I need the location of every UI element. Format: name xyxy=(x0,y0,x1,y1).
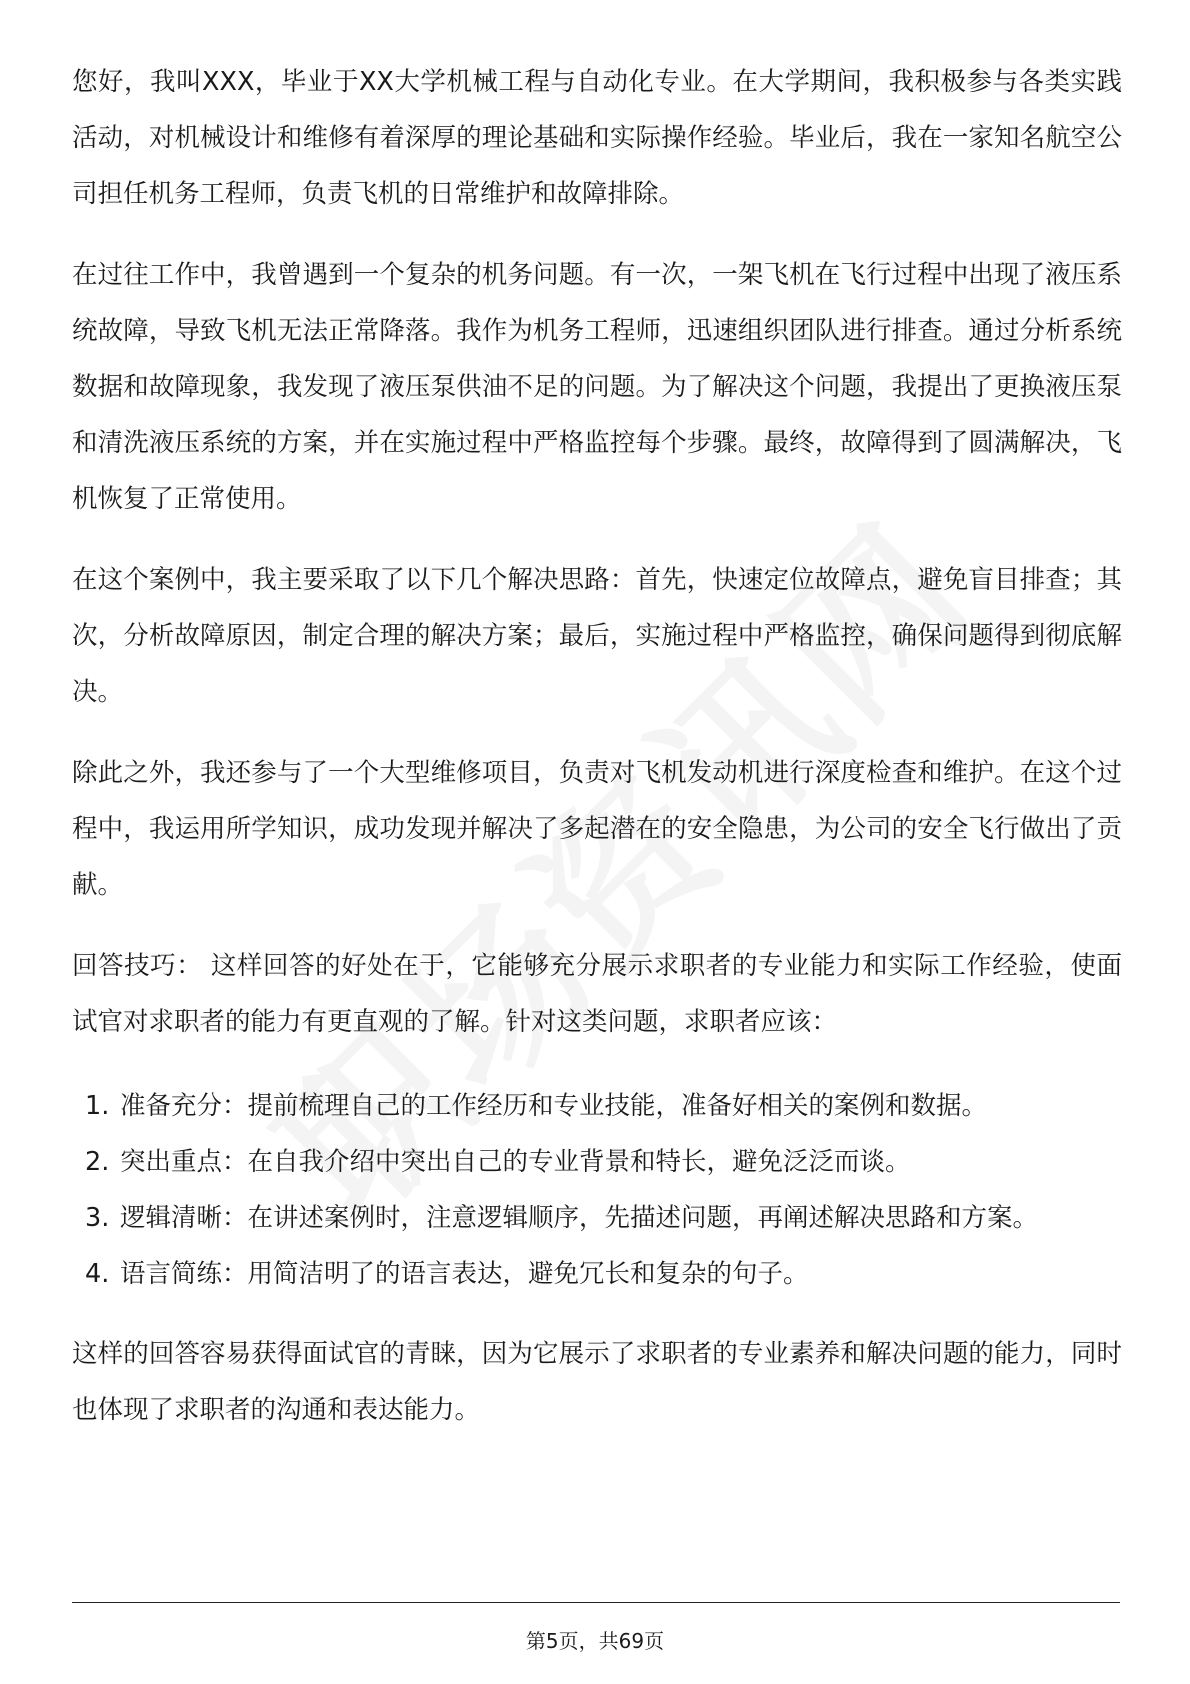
paragraph-case: 在过往工作中，我曾遇到一个复杂的机务问题。有一次，一架飞机在飞行过程中出现了液压系统故障，导致飞机无法正常降落。我作为机务工程师，迅速组织团队进行排查。通过分析系统数据和故障现象，我发现了液压泵供油不足的问题。为了解决这个问题，我提出了更换液压泵和清洗液压系统的方案，并在实施过程中严格监控每个步骤。最终，故障得到了圆满解决，飞机恢复了正常使用。 xyxy=(72,260,1122,514)
list-number: 2. xyxy=(85,1147,110,1177)
list-item xyxy=(72,1134,1122,1190)
paragraph-intro: 您好，我叫XXX，毕业于XX大学机械工程与自动化专业。在大学期间，我积极参与各类实践活动，对机械设计和维修有着深厚的理论基础和实际操作经验。毕业后，我在一家知名航空公司担任机务工程师，负责飞机的日常维护和故障排除。 xyxy=(72,67,1122,209)
list-item xyxy=(72,1190,1122,1246)
list-item xyxy=(72,1246,1122,1302)
footer-divider xyxy=(72,1602,1120,1603)
list-number: 1. xyxy=(85,1091,110,1121)
tips-list xyxy=(72,1078,1122,1302)
list-item-text: 逻辑清晰：在讲述案例时，注意逻辑顺序，先描述问题，再阐述解决思路和方案。 xyxy=(120,1203,1039,1233)
paragraph-approach: 在这个案例中，我主要采取了以下几个解决思路：首先，快速定位故障点，避免盲目排查；其次，分析故障原因，制定合理的解决方案；最后，实施过程中严格监控，确保问题得到彻底解决。 xyxy=(72,565,1122,707)
paragraph-project: 除此之外，我还参与了一个大型维修项目，负责对飞机发动机进行深度检查和维护。在这个过程中，我运用所学知识，成功发现并解决了多起潜在的安全隐患，为公司的安全飞行做出了贡献。 xyxy=(72,758,1122,900)
page-content xyxy=(72,54,1122,1463)
paragraph-answer-tips: 回答技巧： 这样回答的好处在于，它能够充分展示求职者的专业能力和实际工作经验，使面试官对求职者的能力有更直观的了解。针对这类问题，求职者应该： xyxy=(72,951,1122,1037)
list-item-text: 语言简练：用简洁明了的语言表达，避免冗长和复杂的句子。 xyxy=(120,1259,809,1289)
list-number: 4. xyxy=(85,1259,110,1289)
paragraph-conclusion: 这样的回答容易获得面试官的青睐，因为它展示了求职者的专业素养和解决问题的能力，同时也体现了求职者的沟通和表达能力。 xyxy=(72,1339,1122,1425)
list-item xyxy=(72,1078,1122,1134)
list-item-text: 突出重点：在自我介绍中突出自己的专业背景和特长，避免泛泛而谈。 xyxy=(120,1147,911,1177)
page-number: 第5页，共69页 xyxy=(525,1629,665,1653)
list-number: 3. xyxy=(85,1203,110,1233)
list-item-text: 准备充分：提前梳理自己的工作经历和专业技能，准备好相关的案例和数据。 xyxy=(120,1091,988,1121)
